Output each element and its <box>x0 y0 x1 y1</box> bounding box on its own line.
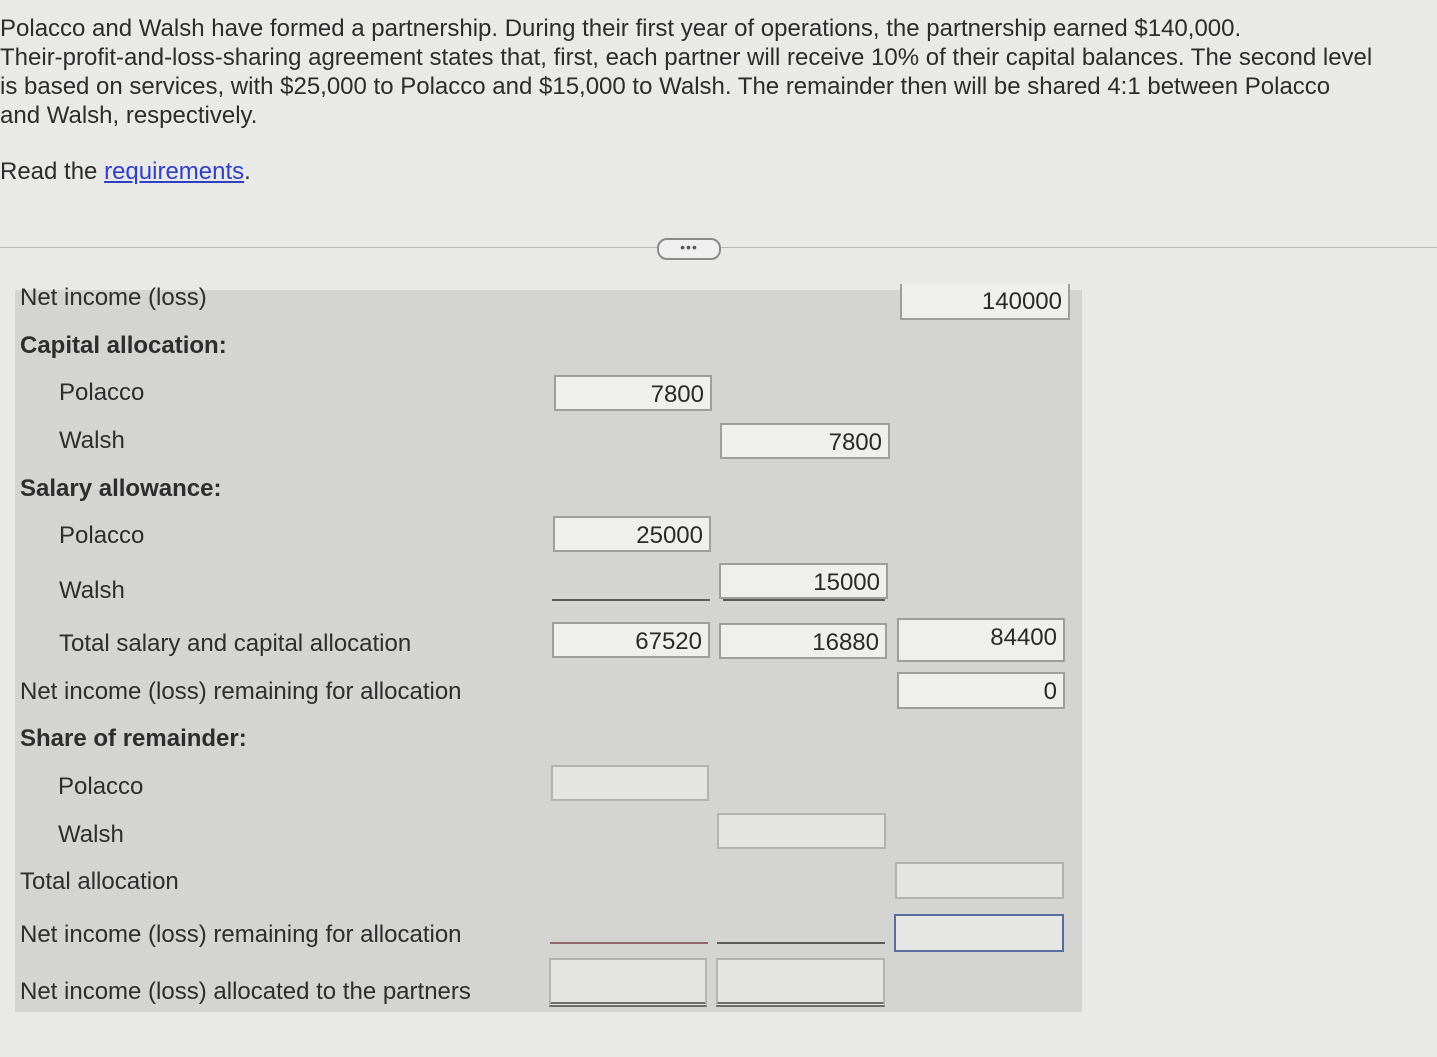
read-prefix: Read the <box>0 158 105 185</box>
salary-walsh-underline <box>723 599 885 601</box>
allocated-to-partners-label: Net income (loss) allocated to the partners <box>20 978 471 1005</box>
problem-statement <box>0 14 1430 130</box>
capital-polacco-label: Polacco <box>59 379 145 406</box>
capital-walsh-input[interactable]: 7800 <box>720 423 890 459</box>
share-walsh-input[interactable] <box>717 813 886 849</box>
salary-polacco-label: Polacco <box>59 522 145 549</box>
total-allocation-input[interactable] <box>895 862 1064 899</box>
remaining-for-allocation-label-2: Net income (loss) remaining for allocation <box>20 921 462 948</box>
net-income-label: Net income (loss) <box>20 284 207 311</box>
total-combined-input[interactable]: 84400 <box>897 618 1065 662</box>
net-income-input[interactable]: 140000 <box>900 284 1070 320</box>
expand-more-button[interactable]: ••• <box>657 238 721 260</box>
salary-allowance-heading: Salary allowance: <box>20 475 222 502</box>
capital-walsh-label: Walsh <box>59 427 125 454</box>
problem-line: is based on services, with $25,000 to Polacco and $15,000 to Walsh. The remainder then will be shared 4:1 between Polacco <box>0 73 1331 100</box>
capital-polacco-input[interactable]: 7800 <box>554 375 712 411</box>
problem-line: Their-profit-and-loss-sharing agreement states that, first, each partner will receive 10% of their capital balances. The second level <box>0 44 1373 71</box>
allocated-polacco-input[interactable] <box>549 958 707 1007</box>
remaining-for-allocation-input-2[interactable] <box>894 914 1064 952</box>
problem-line: Polacco and Walsh have formed a partnership. During their first year of operations, the partnership earned $140,000. <box>0 15 1242 42</box>
share-walsh-label: Walsh <box>58 821 124 848</box>
share-of-remainder-heading: Share of remainder: <box>20 725 247 752</box>
remaining2-walsh-underline <box>717 942 885 944</box>
capital-allocation-heading: Capital allocation: <box>20 332 227 359</box>
allocated-walsh-input[interactable] <box>716 958 885 1007</box>
total-polacco-input[interactable]: 67520 <box>552 622 710 658</box>
remaining-for-allocation-label: Net income (loss) remaining for allocation <box>20 678 462 705</box>
salary-polacco-input[interactable]: 25000 <box>553 516 711 552</box>
remaining-for-allocation-input[interactable]: 0 <box>897 672 1065 709</box>
total-allocation-label: Total allocation <box>20 868 179 895</box>
salary-polacco-underline <box>552 599 710 601</box>
problem-line: and Walsh, respectively. <box>0 102 258 129</box>
salary-walsh-input[interactable]: 15000 <box>719 563 888 599</box>
remaining2-polacco-underline <box>550 942 708 944</box>
salary-walsh-label: Walsh <box>59 577 125 604</box>
requirements-link[interactable]: requirements <box>104 158 245 185</box>
share-polacco-label: Polacco <box>58 773 144 800</box>
total-salary-capital-label: Total salary and capital allocation <box>59 630 412 657</box>
read-suffix: . <box>244 158 251 185</box>
total-walsh-input[interactable]: 16880 <box>719 623 887 659</box>
read-requirements-line <box>0 158 251 186</box>
share-polacco-input[interactable] <box>551 765 709 801</box>
